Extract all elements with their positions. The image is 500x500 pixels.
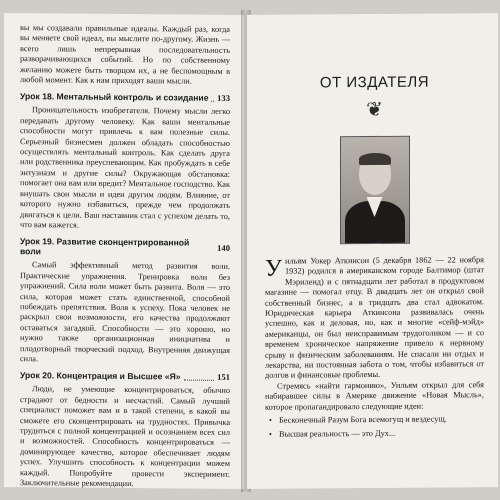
dotted-leader [211,95,214,102]
ornament-icon: ❦ [366,98,383,122]
drop-cap: У [265,255,282,282]
dotted-leader [184,373,215,380]
portrait-hair [359,153,391,165]
lesson-18-title: Урок 18. Ментальный контроль и созидание [20,91,209,104]
lesson-20-page: 151 [217,372,230,383]
paragraph-1 [265,255,484,381]
lesson-18-page: 133 [217,93,230,104]
list-item: • Бесконечный Разум Бога всемогущ и вездесущ. [265,414,484,426]
section-title: ОТ ИЗДАТЕЛЯ [319,73,430,92]
author-portrait [340,136,410,244]
lesson-18-heading [20,92,230,104]
lesson-19-title: Урок 19. Развитие сконцентрированной воли [20,236,190,257]
lesson-19-text: Самый эффективный метод развития воли. Практические упражнения. Тренировка воли без упражнений. Сила воли может быть развита. Воля — это сила, которая может стать единственной, способной побеждать препятствия. Воля к успеху. Пока человек не раскрыл свои возможности, его качества продолжают оставаться загадкой. Способности — это хорошо, но нужно также организационная инициатива и плодотворный творческий подход. Внутренняя движущая сила. [20,260,230,364]
ideas-list [265,414,484,439]
lesson-18-text: Проницательность изобретателя. Почему мысли легко передавать другому человеку. Как ваши ментальные способности могут привлечь к вам полезные силы. Серьезный бизнесмен должен обладать способностью осуществлять ментальный контроль. Как сделать друга или родственника преуспевающим. Как пробуждать в себе энтузиазм и другие силы? Окружающая обстановка: помогает она вам или вредит? Ментальное господство. Как внушать свои мысли и идеи другим людям. Влияние, от которого нужно избавиться, прежде чем продолжать двигаться к цели. Ваш наставник стал с успехом делать то, что вам кажется. [20,105,230,230]
intro-text: вы мы создавали правильные идеалы. Каждый раз, когда вы меняете свой идеал, вы мыслите по-другому. Жизнь — всего лишь непрерывная последовательность разворачивающихся событий. Но по собственному желанию можете быть творцом их, а не беспомощным в любой момент. Как к нам приходят ваши мысли. [20,23,230,86]
right-page [247,13,498,489]
lesson-19-heading [20,236,230,258]
left-page [4,13,244,489]
lesson-19-page: 140 [217,243,230,254]
publisher-text [265,255,484,439]
paragraph-2: Стремясь «найти гармонию», Уильям открыл для себя набиравшее силы в Америке движение «Новая Мысль», которое пропагандировало следующие идеи: [265,380,484,412]
lesson-20-heading [20,370,230,382]
lesson-20-title: Урок 20. Концентрация и Высшее «Я» [20,370,181,382]
paragraph-1-text: ильям Уокер Аткинсон (5 декабря 1862 — 22 ноября 1932) родился в американском городе Балтимор (штат Мэриленд) и с пятнадцати лет работал в продуктовом магазине — помогал отцу. В двадцать лет он открыл свой собственный бизнес, а в тридцать два стал адвокатом. Юридическая карьера Аткинсона развивалась очень успешно, как и деловая, но, как и многие «сейф-мэйд» американцы, он был неисправимым трудоголиком — и со временем хроническое напряжение привело к нервному срыву и физическим заболеваниям. Не спасали ни отдых и лекарства, ни постоянная забота о том, чтобы избавиться от долгов и финансовые проблемы. [265,255,484,381]
lesson-20-text: Люди, не умеющие концентрироваться, обычно страдают от бедности и несчастий. Самый лучший специалист поможет вам и в такой степени, в какой вы сможете его сконцентрировать на трудностях. Привычка трудиться с полной концентрацией и осознанием всех сил и возможностей. Способность концентрироваться — доминирующее качество, которое обеспечивает людям успех. Улучшить способность к концентрации можем каждый. Попробуйте провести эксперимент. Заключительные рекомендации. [20,384,230,489]
list-item: • Высшая реальность — это Дух... [265,428,484,440]
